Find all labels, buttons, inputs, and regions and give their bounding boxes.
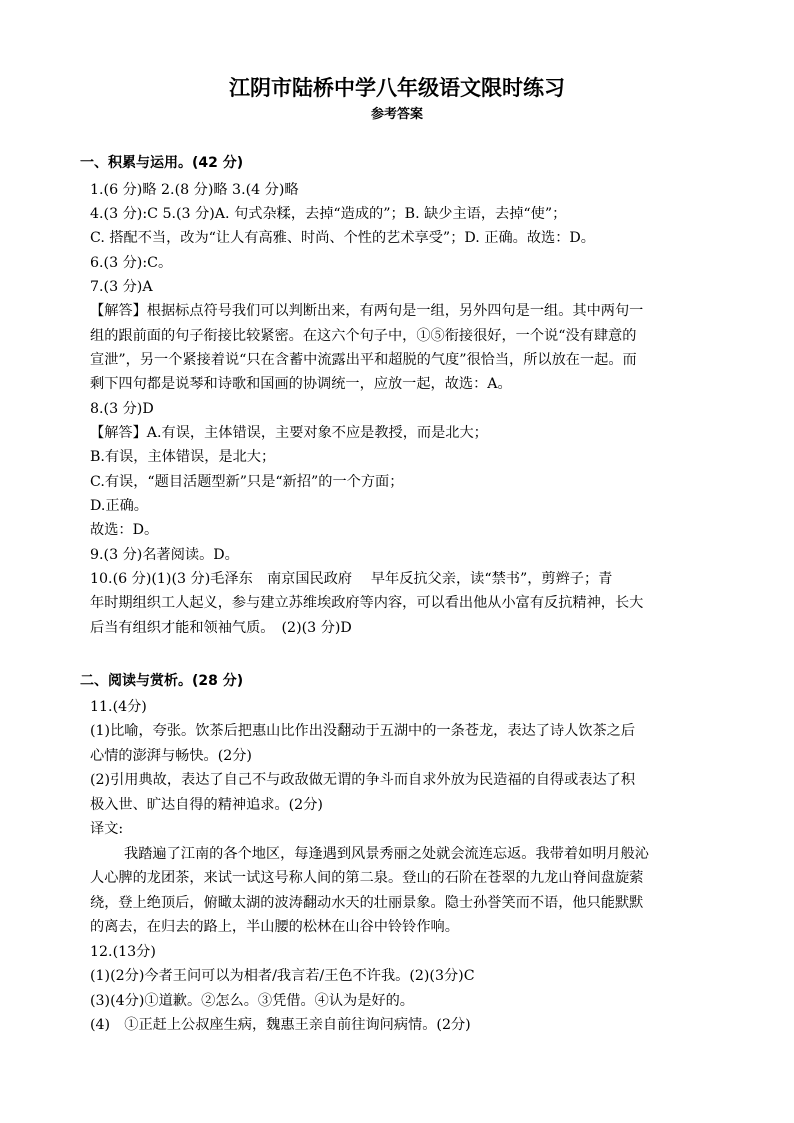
translation-line: 绕，登上绝顶后，俯瞰太湖的波涛翻动水天的壮丽景象。隐士孙誉笑而不语，他只能默默 [90, 895, 644, 911]
translation-label: 译文: [90, 821, 124, 837]
answer-line: 后当有组织才能和领袖气质。 (2)(3 分)D [90, 620, 352, 636]
translation-line: 人心脾的龙团茶，来试一试这号称人间的第二泉。登山的石阶在苍翠的九龙山脊间盘旋萦 [90, 870, 644, 886]
section-heading-2: 二、阅读与赏析。(28 分) [80, 673, 244, 689]
answer-line: B.有误，主体错误，是北大； [90, 449, 276, 465]
answer-line: 极入世、旷达自得的精神追求。(2分) [90, 797, 323, 813]
answer-line: 10.(6 分)(1)(3 分)毛泽东 南京国民政府 早年反抗父亲，读“禁书”，剪辫子；青 [90, 571, 613, 587]
answer-line: 4.(3 分):C 5.(3 分)A. 句式杂糅，去掉“造成的”；B. 缺少主语，去掉“使”； [90, 206, 567, 222]
translation-line: 我踏遍了江南的各个地区，每逢遇到风景秀丽之处就会流连忘返。我带着如明月般沁 [124, 846, 649, 862]
answer-line: 故选：D。 [90, 522, 159, 538]
answer-line: 12.(13分) [90, 944, 156, 960]
answer-line: 11.(4分) [90, 699, 147, 715]
answer-line: D.正确。 [90, 498, 148, 514]
translation-line: 的离去，在归去的路上，半山腰的松林在山谷中铃铃作响。 [90, 919, 459, 935]
answer-line: 6.(3 分):C。 [90, 255, 173, 271]
answer-line: 年时期组织工人起义，参与建立苏维埃政府等内容，可以看出他从小富有反抗精神，长大 [90, 595, 644, 611]
answer-line: C. 搭配不当，改为“让人有高雅、时尚、个性的艺术享受”；D. 正确。故选：D。 [90, 230, 595, 246]
answer-line: 组的跟前面的句子衔接比较紧密。在这六个句子中，①⑤衔接很好，一个说“没有肆意的 [90, 328, 637, 344]
answer-line: 【解答】A.有误，主体错误，主要对象不应是教授，而是北大； [90, 425, 488, 441]
answer-line: 1.(6 分)略 2.(8 分)略 3.(4 分)略 [90, 182, 299, 198]
answer-line: 8.(3 分)D [90, 401, 154, 417]
answer-line: 9.(3 分)名著阅读。D。 [90, 547, 239, 563]
answer-line: (4) ①正赶上公叔座生病，魏惠王亲自前往询问病情。(2分) [90, 1017, 471, 1033]
page-title: 江阴市陆桥中学八年级语文限时练习 [229, 76, 565, 100]
answer-line: (3)(4分)①道歉。②怎么。③凭借。④认为是好的。 [90, 993, 414, 1009]
answer-line: C.有误，“题目活题型新”只是“新招”的一个方面； [90, 474, 404, 490]
answer-line: 7.(3 分)A [90, 279, 153, 295]
answer-line: 宣泄”，另一个紧接着说“只在含蓄中流露出平和超脱的气度”很恰当，所以放在一起。而 [90, 352, 637, 368]
answer-line: (2)引用典故，表达了自己不与政敌做无谓的争斗而自求外放为民造福的自得或表达了积 [90, 772, 636, 788]
page-subtitle: 参考答案 [370, 107, 423, 122]
answer-line: (1)比喻，夸张。饮茶后把惠山比作出没翻动于五湖中的一条苍龙，表达了诗人饮茶之后 [90, 723, 636, 739]
answer-line: (1)(2分)今者王问可以为相者/我言若/王色不许我。(2)(3分)C [90, 968, 475, 984]
answer-line: 【解答】根据标点符号我们可以判断出来，有两句是一组，另外四句是一组。其中两句一 [90, 303, 644, 319]
section-heading-1: 一、积累与运用。(42 分) [80, 155, 244, 171]
answer-line: 心情的澎湃与畅快。(2分) [90, 748, 252, 764]
answer-line: 剩下四句都是说琴和诗歌和国画的协调统一，应放一起，故选：A。 [90, 376, 512, 392]
